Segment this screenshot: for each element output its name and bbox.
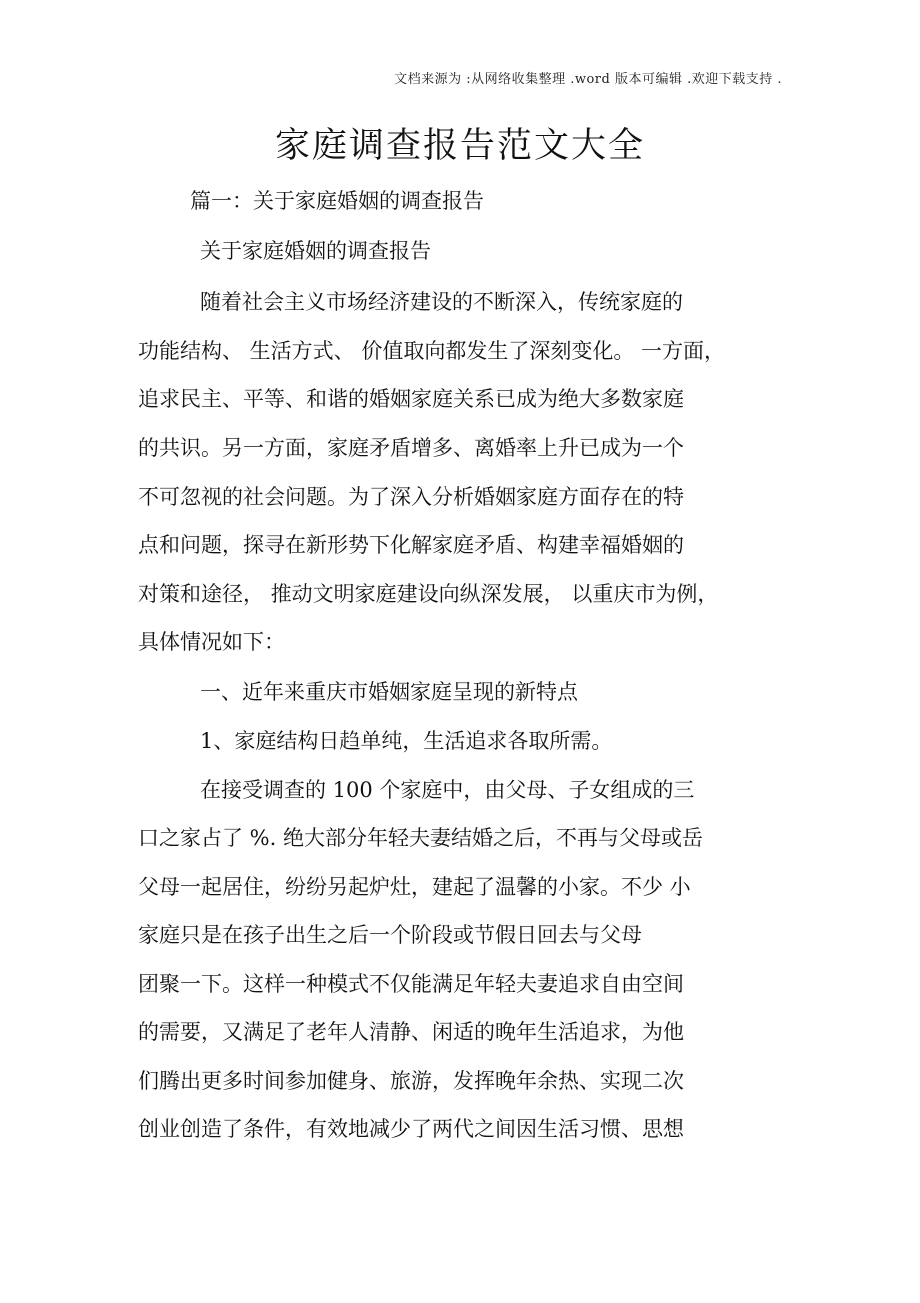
paragraph-line: 家庭只是在孩子出生之后一个阶段或节假日回去与父母: [138, 923, 642, 947]
subtitle: 关于家庭婚姻的调查报告: [200, 239, 431, 263]
header-note: 文档来源为 :从网络收集整理 .word 版本可编辑 .欢迎下载支持 .: [394, 72, 782, 87]
paragraph-line: 点和问题，探寻在新形势下化解家庭矛盾、构建幸福婚姻的: [138, 533, 684, 557]
paragraph-line: 随着社会主义市场经济建设的不断深入，传统家庭的: [200, 290, 683, 314]
paragraph-line: 团聚一下。这样一种模式不仅能满足年轻夫妻追求自由空间: [138, 972, 684, 996]
document-title: 家庭调查报告范文大全: [274, 126, 645, 166]
paragraph-line: 们腾出更多时间参加健身、旅游，发挥晚年余热、实现二次: [138, 1069, 684, 1093]
paragraph-line: 创业创造了条件，有效地减少了两代之间因生活习惯、思想: [138, 1117, 684, 1141]
subsection-heading: 1、家庭结构日趋单纯，生活追求各取所需。: [200, 729, 613, 753]
paragraph-line: 口之家占了 %. 绝大部分年轻夫妻结婚之后，不再与父母或岳: [138, 826, 703, 850]
paragraph-line: 的需要，又满足了老年人清静、闲适的晚年生活追求，为他: [138, 1020, 684, 1044]
paragraph-line: 追求民主、平等、和谐的婚姻家庭关系已成为绝大多数家庭: [138, 387, 684, 411]
paragraph-line: 功能结构、 生活方式、 价值取向都发生了深刻变化。 一方面，: [138, 339, 726, 363]
paragraph-line: 不可忽视的社会问题。为了深入分析婚姻家庭方面存在的特: [138, 485, 684, 509]
paragraph-line: 父母一起居住，纷纷另起炉灶，建起了温馨的小家。不少 小: [138, 875, 691, 899]
paragraph-line: 的共识。另一方面，家庭矛盾增多、离婚率上升已成为一个: [138, 436, 684, 460]
paragraph-line: 具体情况如下：: [138, 630, 285, 654]
section-heading: 篇一：关于家庭婚姻的调查报告: [190, 189, 484, 213]
paragraph-line: 在接受调查的 100 个家庭中，由父母、子女组成的三: [200, 778, 695, 802]
paragraph-line: 对策和途径， 推动文明家庭建设向纵深发展， 以重庆市为例，: [138, 582, 719, 606]
section-heading: 一、近年来重庆市婚姻家庭呈现的新特点: [200, 680, 578, 704]
